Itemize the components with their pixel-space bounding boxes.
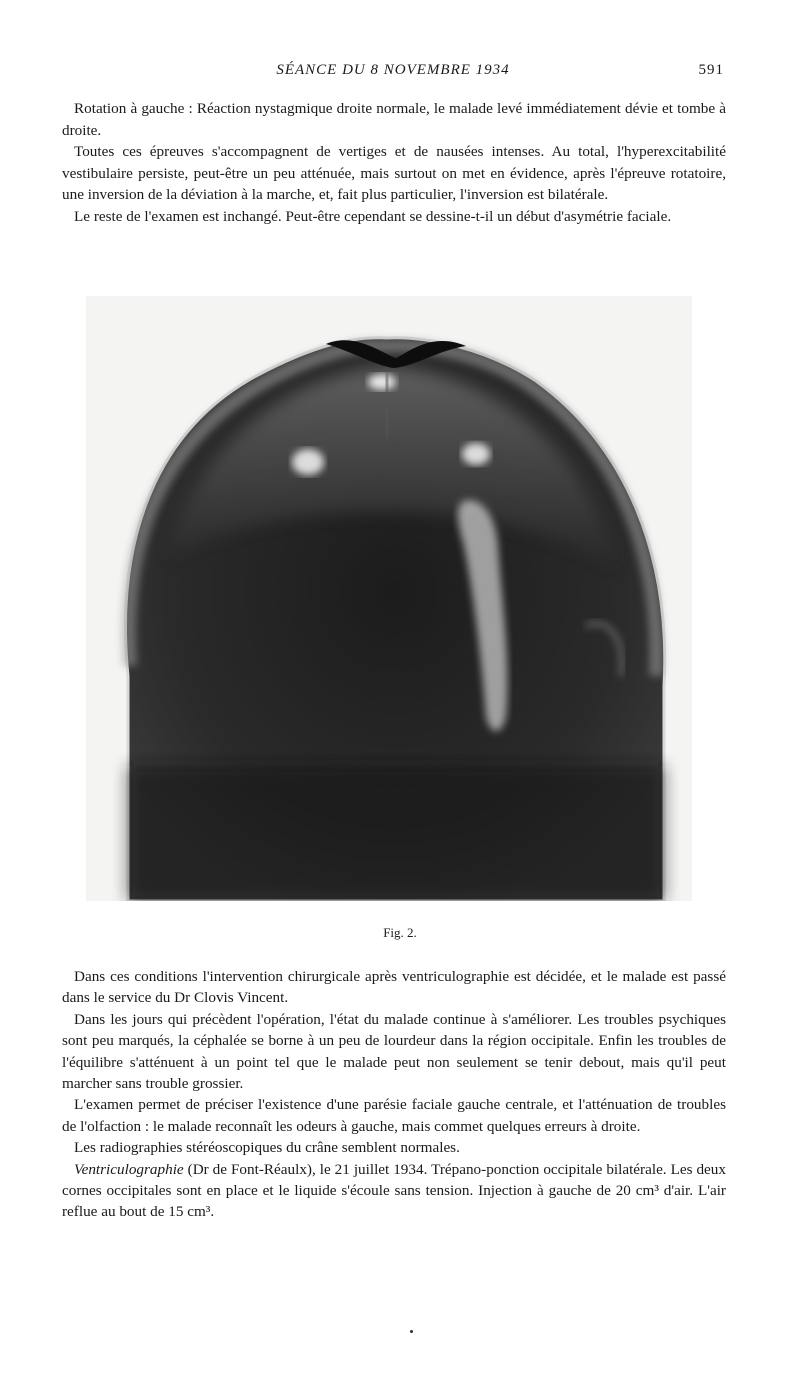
paragraph: Rotation à gauche : Réaction nystagmique droite normale, le malade levé immédiatement dévie et tombe à droite.: [62, 100, 726, 139]
figure-caption: Fig. 2.: [383, 925, 417, 940]
running-title: SÉANCE DU 8 NOVEMBRE 1934: [276, 62, 510, 78]
xray-figure: [86, 296, 692, 901]
top-text-block: [62, 98, 726, 228]
italic-term: Ventriculographie: [74, 1160, 184, 1178]
page-number: 591: [698, 62, 724, 78]
paragraph-text: (Dr de Font-Réaulx), le 21 juillet 1934. Trépano-ponction occipitale bilatérale. Les deux cornes occipitales sont en place et le liquide s'écoule sans tension. Injection à gauche de 20 cm³ d'air. L'air reflue au bout de 15 cm³.: [62, 1160, 726, 1221]
bottom-text-block: [62, 966, 726, 1223]
paragraph: [62, 1159, 726, 1223]
running-head: [62, 62, 724, 84]
paragraph: Le reste de l'examen est inchangé. Peut-être cependant se dessine-t-il un début d'asymétrie faciale.: [74, 207, 672, 225]
paragraph: Toutes ces épreuves s'accompagnent de vertiges et de nausées intenses. Au total, l'hyperexcitabilité vestibulaire persiste, peut-être un peu atténuée, mais surtout on met en évidence, après l'épreuve rotatoire, une inversion de la déviation à la marche, et, fait plus particulier, l'inversion est bilatérale.: [62, 143, 726, 204]
paragraph: Les radiographies stéréoscopiques du crâne semblent normales.: [74, 1139, 460, 1157]
print-speck: [410, 1330, 413, 1333]
paragraph: Dans ces conditions l'intervention chirurgicale après ventriculographie est décidée, et le malade est passé dans le service du Dr Clovis Vincent.: [62, 968, 726, 1007]
xray-image: [86, 296, 692, 901]
paragraph: Dans les jours qui précèdent l'opération, l'état du malade continue à s'améliorer. Les troubles psychiques sont peu marqués, la céphalée se borne à un peu de lourdeur dans la région occipitale. Enfin les troubles de l'équilibre s'atténuent à un point tel que le malade peut non seulement se tenir debout, mais qu'il peut marcher sans trouble grossier.: [62, 1010, 726, 1093]
paragraph: L'examen permet de préciser l'existence d'une parésie faciale gauche centrale, et l'atténuation de troubles de l'olfaction : le malade reconnaît les odeurs à gauche, mais commet quelques erreurs à droite.: [62, 1096, 726, 1135]
